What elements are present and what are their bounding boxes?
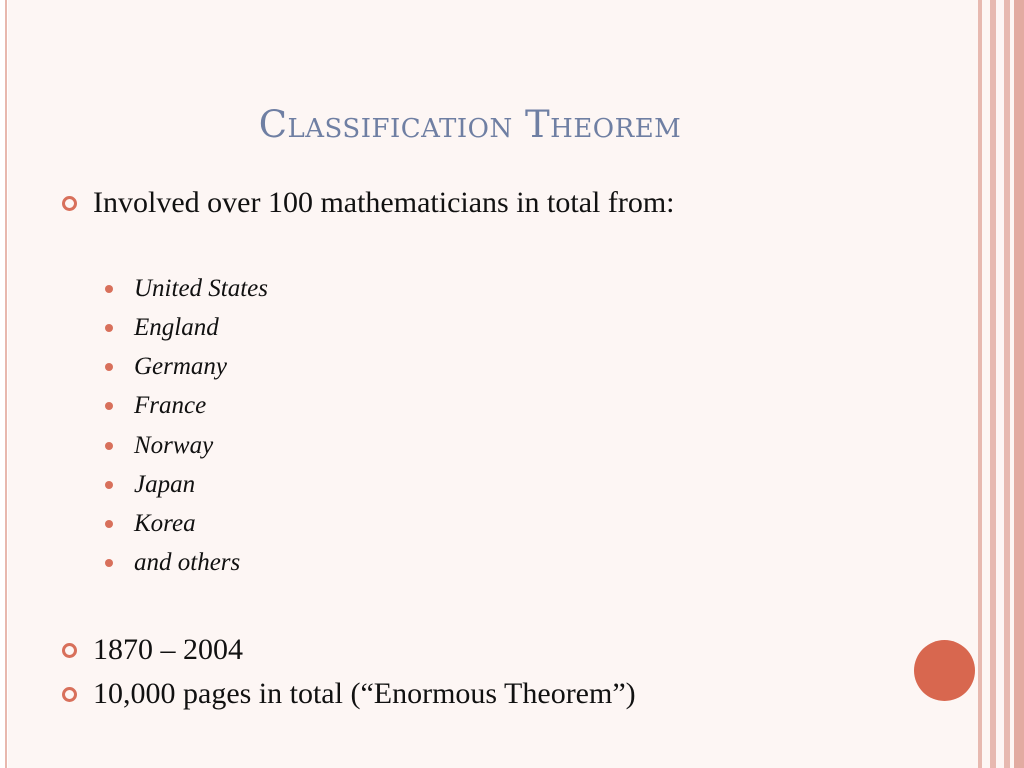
subitem-text: Germany bbox=[134, 353, 228, 380]
subitem-text: Norway bbox=[134, 432, 214, 459]
subitem-text: Korea bbox=[134, 510, 196, 537]
dot-bullet-icon bbox=[105, 559, 113, 567]
dot-bullet-icon bbox=[105, 442, 113, 450]
dot-bullet-icon bbox=[105, 363, 113, 371]
dot-bullet-icon bbox=[105, 285, 113, 293]
bullet-text: Involved over 100 mathematicians in total from: bbox=[93, 186, 675, 219]
ring-bullet-icon bbox=[62, 643, 77, 658]
dot-bullet-icon bbox=[105, 402, 113, 410]
bullet-text: 10,000 pages in total (“Enormous Theorem”) bbox=[93, 677, 636, 710]
slide-title: Classification Theorem bbox=[258, 103, 682, 146]
subitem-text: and others bbox=[134, 549, 241, 576]
bullet-text: 1870 – 2004 bbox=[93, 633, 243, 666]
ring-bullet-icon bbox=[62, 687, 77, 702]
subitem-text: France bbox=[134, 392, 207, 419]
ring-bullet-icon bbox=[62, 196, 77, 211]
subitem-text: United States bbox=[134, 275, 269, 302]
decorative-circle bbox=[914, 640, 975, 701]
subitem-text: England bbox=[134, 314, 219, 341]
dot-bullet-icon bbox=[105, 481, 113, 489]
dot-bullet-icon bbox=[105, 520, 113, 528]
subitem-text: Japan bbox=[134, 471, 196, 498]
dot-bullet-icon bbox=[105, 324, 113, 332]
right-border-decoration bbox=[978, 0, 1024, 768]
